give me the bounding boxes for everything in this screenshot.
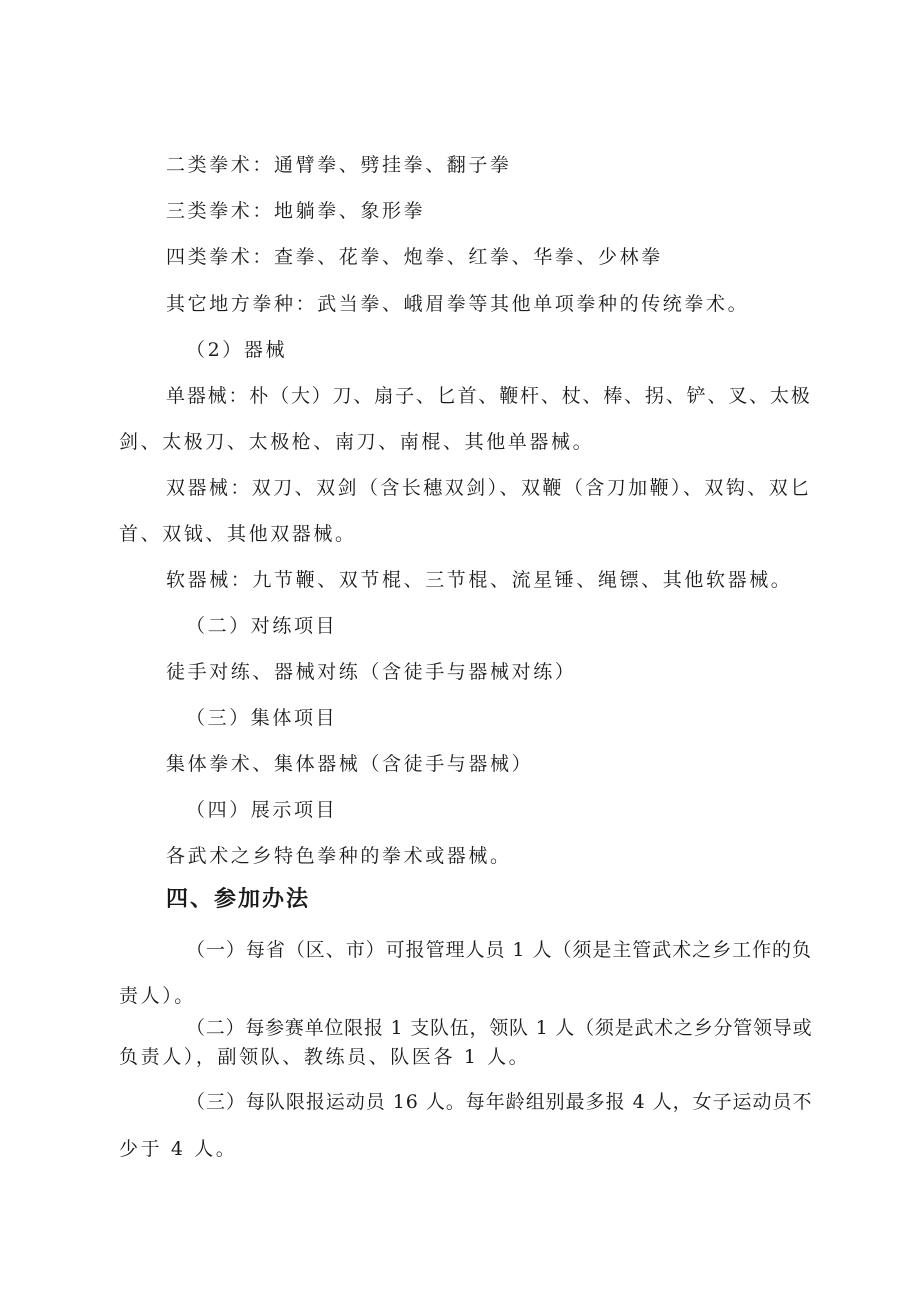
text-line-category-3: 三类拳术：地躺拳、象形拳 [166, 200, 426, 222]
text-line-category-2: 二类拳术：通臂拳、劈挂拳、翻子拳 [166, 154, 512, 176]
subheading-showcase: （四）展示项目 [186, 799, 338, 821]
text-line-soft-weapons: 软器械：九节鞭、双节棍、三节棍、流星锤、绳镖、其他软器械。 [166, 569, 793, 591]
subheading-weapons: （2）器械 [186, 339, 288, 361]
text-line-other-styles: 其它地方拳种：武当拳、峨眉拳等其他单项拳种的传统拳术。 [166, 293, 750, 315]
subheading-dueling: （二）对练项目 [186, 615, 338, 637]
subheading-group: （三）集体项目 [186, 707, 338, 729]
text-line-rule-1: （一）每省（区、市）可报管理人员 1 人（须是主管武术之乡工作的负 [186, 939, 812, 961]
text-line-group: 集体拳术、集体器械（含徒手与器械） [166, 753, 534, 775]
section-heading-participation: 四、参加办法 [166, 887, 311, 912]
text-line-rule-1-cont: 责人）。 [119, 985, 196, 1007]
text-line-rule-2: （二）每参赛单位限报 1 支队伍，领队 1 人（须是武术之乡分管领导或 [186, 1017, 813, 1039]
text-line-category-4: 四类拳术：查拳、花拳、炮拳、红拳、华拳、少林拳 [166, 246, 663, 268]
text-line-single-weapons-cont: 剑、太极刀、太极枪、南刀、南棍、其他单器械。 [119, 431, 595, 453]
text-line-rule-2-cont: 负责人），副领队、教练员、队医各 1 人。 [119, 1046, 531, 1068]
text-line-single-weapons: 单器械：朴（大）刀、扇子、匕首、鞭杆、杖、棒、拐、铲、叉、太极 [166, 385, 812, 407]
text-line-showcase: 各武术之乡特色拳种的拳术或器械。 [166, 845, 512, 867]
text-line-rule-3-cont: 少于 4 人。 [119, 1138, 238, 1160]
text-line-dueling: 徒手对练、器械对练（含徒手与器械对练） [166, 661, 577, 683]
text-line-rule-3: （三）每队限报运动员 16 人。每年龄组别最多报 4 人，女子运动员不 [186, 1091, 813, 1113]
text-line-double-weapons-cont: 首、双钺、其他双器械。 [119, 523, 357, 545]
text-line-double-weapons: 双器械：双刀、双剑（含长穗双剑）、双鞭（含刀加鞭）、双钩、双匕 [166, 477, 812, 499]
